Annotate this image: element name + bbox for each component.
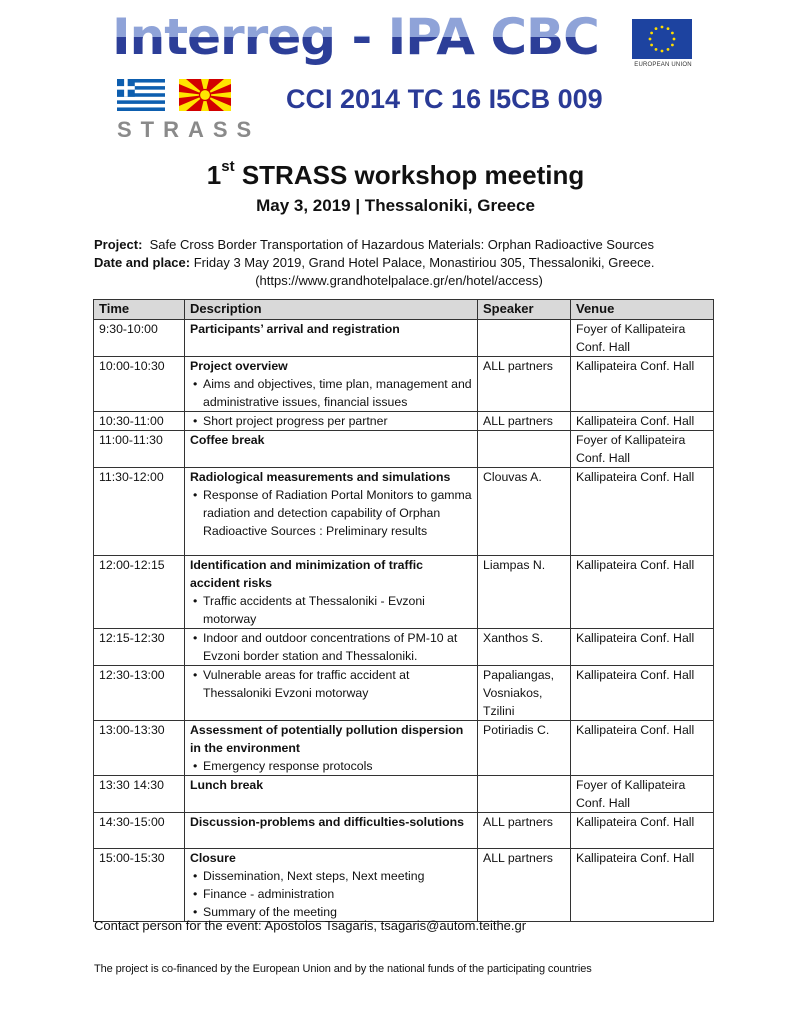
cell-time: 13:00-13:30 bbox=[94, 721, 185, 776]
cell-description bbox=[185, 721, 478, 776]
session-title: Coffee break bbox=[190, 433, 265, 447]
table-header-row bbox=[94, 300, 714, 320]
session-title: Closure bbox=[190, 851, 236, 865]
cell-time: 12:00-12:15 bbox=[94, 556, 185, 629]
project-line bbox=[94, 236, 704, 254]
cell-time: 12:15-12:30 bbox=[94, 629, 185, 666]
cell-speaker: Liampas N. bbox=[478, 556, 571, 629]
cell-venue: Kallipateira Conf. Hall bbox=[571, 629, 714, 666]
table-row bbox=[94, 629, 714, 666]
page-title bbox=[0, 160, 791, 191]
cell-speaker: ALL partners bbox=[478, 849, 571, 922]
cell-description bbox=[185, 357, 478, 412]
cell-venue: Kallipateira Conf. Hall bbox=[571, 412, 714, 431]
interreg-logo-text: Interreg - IPA CBC bbox=[112, 8, 599, 66]
cell-time: 11:30-12:00 bbox=[94, 468, 185, 556]
cell-venue: Kallipateira Conf. Hall bbox=[571, 849, 714, 922]
cell-description bbox=[185, 666, 478, 721]
north-macedonia-flag-icon bbox=[179, 79, 231, 111]
table-row bbox=[94, 813, 714, 849]
session-title: Assessment of potentially pollution dispersion in the environment bbox=[190, 723, 464, 755]
cell-description bbox=[185, 813, 478, 849]
session-bullet: • Traffic accidents at Thessaloniki - Evzoni motorway bbox=[190, 592, 472, 628]
cell-speaker bbox=[478, 320, 571, 357]
table-row bbox=[94, 721, 714, 776]
date-value: Friday 3 May 2019, Grand Hotel Palace, Monastiriou 305, Thessaloniki, Greece. bbox=[193, 255, 655, 270]
cell-time: 10:30-11:00 bbox=[94, 412, 185, 431]
header-description: Description bbox=[185, 300, 478, 320]
cell-time: 12:30-13:00 bbox=[94, 666, 185, 721]
table-row bbox=[94, 357, 714, 412]
eu-flag-icon bbox=[632, 19, 692, 59]
table-row bbox=[94, 412, 714, 431]
session-title: Lunch break bbox=[190, 778, 264, 792]
table-row bbox=[94, 556, 714, 629]
cell-time: 9:30-10:00 bbox=[94, 320, 185, 357]
table-row bbox=[94, 849, 714, 922]
title-ordinal: 1 bbox=[206, 160, 222, 190]
cell-speaker bbox=[478, 431, 571, 468]
session-bullet: • Emergency response protocols bbox=[190, 757, 472, 775]
cci-code: CCI 2014 TC 16 I5CB 009 bbox=[286, 84, 603, 114]
cell-time: 14:30-15:00 bbox=[94, 813, 185, 849]
page-subtitle: May 3, 2019 | Thessaloniki, Greece bbox=[256, 196, 535, 215]
eu-label: EUROPEAN UNION bbox=[634, 62, 692, 68]
cell-time: 11:00-11:30 bbox=[94, 431, 185, 468]
cell-venue: Kallipateira Conf. Hall bbox=[571, 556, 714, 629]
table-row bbox=[94, 431, 714, 468]
session-bullet: • Finance - administration bbox=[190, 885, 472, 903]
header-speaker: Speaker bbox=[478, 300, 571, 320]
header-time: Time bbox=[94, 300, 185, 320]
session-title: Participants’ arrival and registration bbox=[190, 322, 400, 336]
cell-venue: Kallipateira Conf. Hall bbox=[571, 721, 714, 776]
table-row bbox=[94, 468, 714, 556]
cell-description bbox=[185, 629, 478, 666]
session-title: Radiological measurements and simulations bbox=[190, 470, 451, 484]
cell-time: 15:00-15:30 bbox=[94, 849, 185, 922]
session-title: Project overview bbox=[190, 359, 288, 373]
contact-line: Contact person for the event: Apostolos Tsagaris, tsagaris@autom.teithe.gr bbox=[94, 918, 527, 933]
cell-time: 10:00-10:30 bbox=[94, 357, 185, 412]
cell-time: 13:30 14:30 bbox=[94, 776, 185, 813]
title-ordinal-suffix: st bbox=[221, 158, 235, 175]
cell-speaker: ALL partners bbox=[478, 357, 571, 412]
venue-url[interactable]: (https://www.grandhotelpalace.gr/en/hotel/access) bbox=[255, 273, 543, 288]
table-row bbox=[94, 320, 714, 357]
session-bullet: • Aims and objectives, time plan, management and administrative issues, financial issues bbox=[190, 375, 472, 411]
cell-venue: Kallipateira Conf. Hall bbox=[571, 813, 714, 849]
session-bullet: • Indoor and outdoor concentrations of PM-10 at Evzoni border station and Thessaloniki. bbox=[190, 629, 472, 665]
greece-flag-icon bbox=[115, 79, 167, 111]
cell-description bbox=[185, 776, 478, 813]
cell-description bbox=[185, 320, 478, 357]
session-bullet: • Response of Radiation Portal Monitors to gamma radiation and detection capability of Orphan Radioactive Sources : Preliminary results bbox=[190, 486, 472, 540]
cell-description bbox=[185, 556, 478, 629]
table-row bbox=[94, 776, 714, 813]
schedule-table bbox=[93, 299, 714, 922]
session-bullet: • Vulnerable areas for traffic accident at Thessaloniki Evzoni motorway bbox=[190, 666, 472, 702]
date-label: Date and place: bbox=[94, 255, 191, 270]
cell-speaker: ALL partners bbox=[478, 813, 571, 849]
cell-venue: Foyer of Kallipateira Conf. Hall bbox=[571, 776, 714, 813]
cell-speaker: Potiriadis C. bbox=[478, 721, 571, 776]
session-title: Discussion-problems and difficulties-solutions bbox=[190, 815, 464, 829]
cell-venue: Kallipateira Conf. Hall bbox=[571, 357, 714, 412]
cell-speaker: Clouvas A. bbox=[478, 468, 571, 556]
session-bullet: • Summary of the meeting bbox=[190, 903, 472, 921]
title-text: STRASS workshop meeting bbox=[241, 160, 585, 190]
session-title: Identification and minimization of traffic accident risks bbox=[190, 558, 423, 590]
cell-description bbox=[185, 431, 478, 468]
cell-speaker: Papaliangas, Vosniakos, Tzilini bbox=[478, 666, 571, 721]
cell-speaker: Xanthos S. bbox=[478, 629, 571, 666]
project-label: Project: bbox=[94, 237, 143, 252]
cell-venue: Kallipateira Conf. Hall bbox=[571, 666, 714, 721]
session-bullet: • Dissemination, Next steps, Next meeting bbox=[190, 867, 472, 885]
cell-description bbox=[185, 849, 478, 922]
header-venue: Venue bbox=[571, 300, 714, 320]
event-info bbox=[94, 236, 704, 290]
cell-venue: Kallipateira Conf. Hall bbox=[571, 468, 714, 556]
table-row bbox=[94, 666, 714, 721]
cell-description bbox=[185, 412, 478, 431]
date-line bbox=[94, 254, 704, 272]
cell-speaker: ALL partners bbox=[478, 412, 571, 431]
cell-venue: Foyer of Kallipateira Conf. Hall bbox=[571, 320, 714, 357]
footer-note: The project is co-financed by the European Union and by the national funds of the participating countries bbox=[94, 963, 592, 975]
strass-logo-text: STRASS bbox=[117, 117, 261, 142]
cell-venue: Foyer of Kallipateira Conf. Hall bbox=[571, 431, 714, 468]
cell-description bbox=[185, 468, 478, 556]
session-bullet: • Short project progress per partner bbox=[190, 412, 472, 430]
cell-speaker bbox=[478, 776, 571, 813]
project-value: Safe Cross Border Transportation of Hazardous Materials: Orphan Radioactive Sources bbox=[149, 237, 654, 252]
